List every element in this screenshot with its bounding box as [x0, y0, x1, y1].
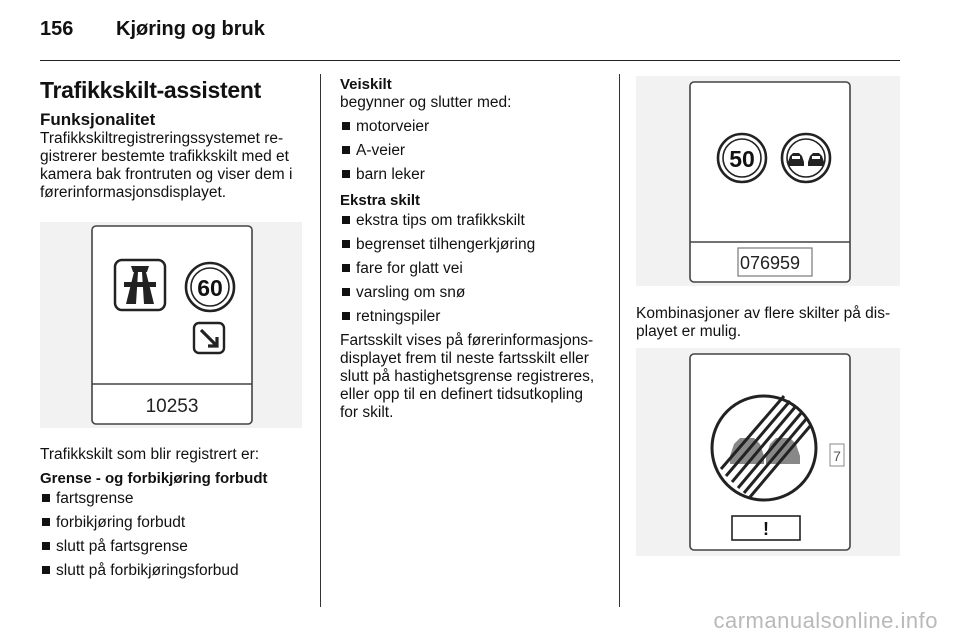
- motorway-sign-icon: [115, 260, 165, 310]
- column-divider-1: [320, 74, 321, 607]
- paragraph-line: displayet frem til neste fartsskilt eller: [340, 350, 589, 367]
- list-item: retningspiler: [340, 308, 612, 326]
- figure-end-of-no-overtaking: [636, 348, 900, 556]
- caption-line: playet er mulig.: [636, 323, 742, 340]
- list-item: slutt på fartsgrense: [40, 538, 310, 556]
- watermark: carmanualsonline.info: [713, 608, 938, 633]
- ekstra-title: Ekstra skilt: [340, 192, 421, 209]
- caption-line: Kombinasjoner av flere skilter på dis-: [636, 305, 891, 322]
- section-subtitle: Funksjonalitet: [40, 110, 156, 129]
- chapter-title: Kjøring og bruk: [116, 18, 265, 40]
- column-divider-2: [619, 74, 620, 607]
- list-item: begrenset tilhengerkjøring: [340, 236, 612, 254]
- display-number: 076959: [739, 253, 801, 273]
- list-item: A-veier: [340, 142, 612, 160]
- arrow-sign-icon: [194, 323, 224, 353]
- no-overtaking-sign-icon: [782, 134, 830, 182]
- veiskilt-title: Veiskilt: [340, 76, 392, 93]
- list-item: ekstra tips om trafikkskilt: [340, 212, 612, 230]
- list-item: varsling om snø: [340, 284, 612, 302]
- warning-mark: !: [763, 519, 769, 539]
- intro-line: førerinformasjonsdisplayet.: [40, 184, 227, 201]
- display-paragraph: [340, 332, 612, 422]
- side-indicator-value: 7: [833, 448, 841, 464]
- figure-speed-and-overtaking: [636, 76, 900, 286]
- intro-line: Trafikkskiltregistreringssystemet re-: [40, 130, 284, 147]
- paragraph-line: slutt på hastighetsgrense registreres,: [340, 368, 595, 385]
- paragraph-line: eller opp til en definert tidsutkopling: [340, 386, 583, 403]
- intro-line: gistrerer bestemte trafikkskilt med et: [40, 148, 289, 165]
- group-title: Grense - og forbikjøring forbudt: [40, 470, 268, 487]
- speed-value: 50: [729, 146, 755, 172]
- display-number: 10253: [145, 396, 199, 417]
- right-caption: [636, 305, 908, 341]
- paragraph-line: Fartsskilt vises på førerinformasjons-: [340, 332, 594, 349]
- left-column-lower: [40, 446, 310, 580]
- list-item: fartsgrense: [40, 490, 310, 508]
- display-illustration: [40, 222, 302, 428]
- section-title: Trafikkskilt-assistent: [40, 77, 261, 103]
- header-rule: [40, 60, 900, 61]
- paragraph-line: for skilt.: [340, 404, 394, 421]
- left-column: [40, 76, 310, 202]
- list-item: barn leker: [340, 166, 612, 184]
- figure-motorway-display: [40, 222, 302, 428]
- middle-column: [340, 76, 612, 422]
- list-item: slutt på forbikjøringsforbud: [40, 562, 310, 580]
- display-illustration: [636, 76, 900, 286]
- list-item: forbikjøring forbudt: [40, 514, 310, 532]
- list-item: motorveier: [340, 118, 612, 136]
- page-number: 156: [40, 18, 74, 40]
- display-frame: [92, 226, 252, 424]
- speed-limit-sign-icon: [718, 134, 766, 182]
- speed-value: 60: [197, 275, 223, 301]
- intro-paragraph: [40, 130, 310, 202]
- page-header: [40, 18, 265, 41]
- display-illustration: [636, 348, 900, 556]
- display-frame: [690, 82, 850, 282]
- speed-limit-sign-icon: [186, 263, 234, 311]
- end-of-no-overtaking-sign-icon: [712, 396, 816, 500]
- intro-line: kamera bak frontruten og viser dem i: [40, 166, 293, 183]
- registered-intro: Trafikkskilt som blir registrert er:: [40, 446, 260, 463]
- list-item: fare for glatt vei: [340, 260, 612, 278]
- veiskilt-lead: begynner og slutter med:: [340, 94, 512, 111]
